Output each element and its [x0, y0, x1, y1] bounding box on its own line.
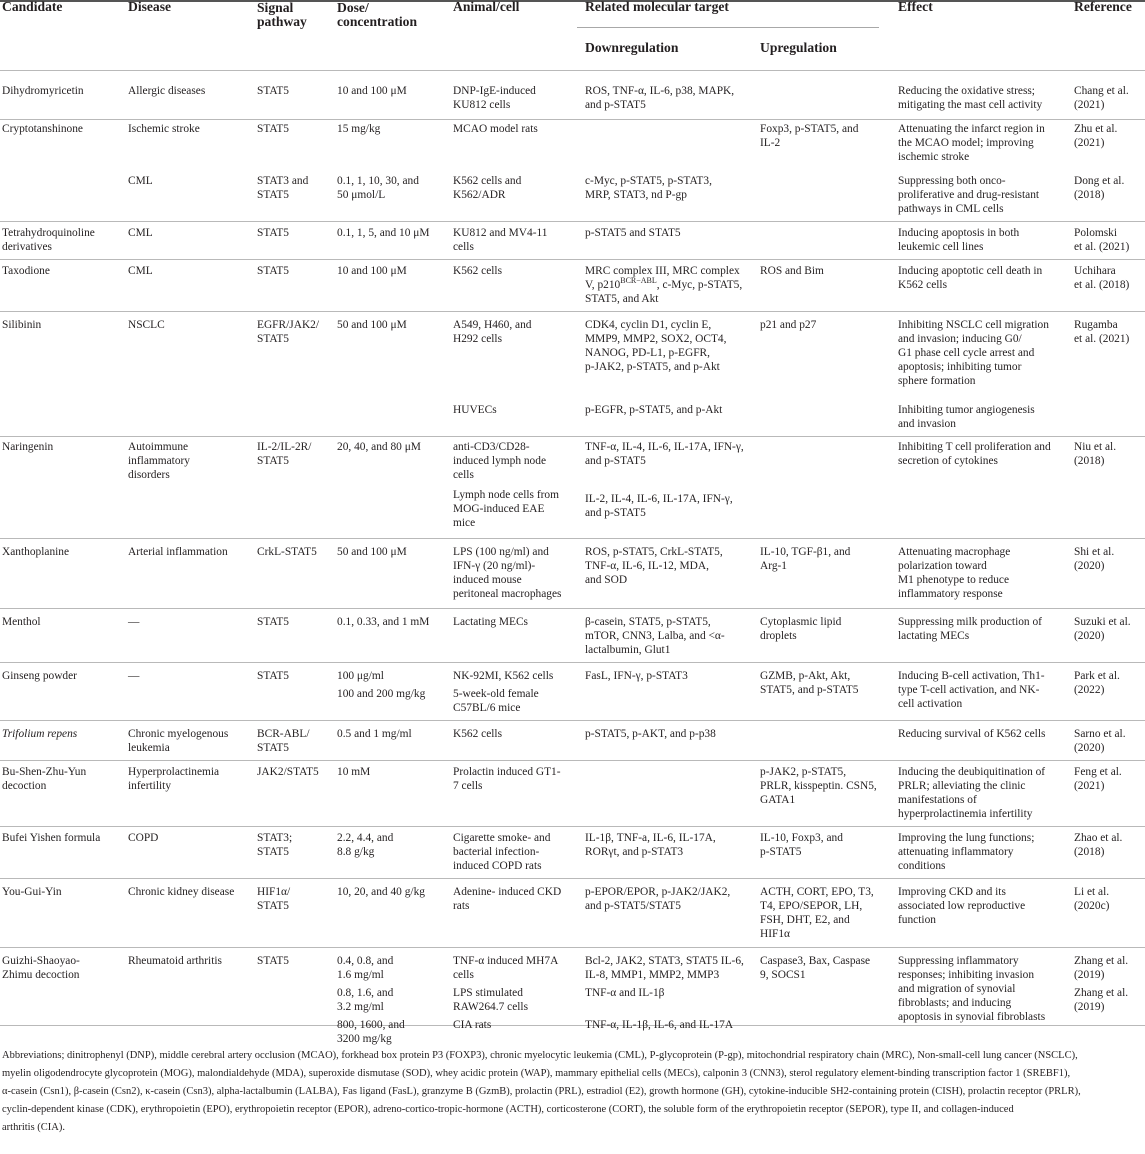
cell-signal: STAT5 [257, 85, 289, 97]
cell-up: GZMB, p-Akt, Akt, [760, 670, 851, 682]
cell-candidate: Menthol [2, 616, 41, 628]
cell-disease: Arterial inflammation [128, 546, 228, 558]
cell-reference: (2021) [1074, 137, 1105, 149]
header-dose-1: Dose/ [337, 0, 369, 15]
cell-reference: Feng et al. [1074, 766, 1122, 778]
cell-down: CDK4, cyclin D1, cyclin E, [585, 319, 712, 331]
row-divider [0, 662, 1145, 663]
row-divider [0, 538, 1145, 539]
cell-candidate: Xanthoplanine [2, 546, 70, 558]
cell-animal: anti-CD3/CD28- [453, 441, 530, 453]
cell-down: lactalbumin, Glut1 [585, 644, 671, 656]
cell-reference: (2021) [1074, 99, 1105, 111]
cell-disease: Chronic myelogenous [128, 728, 229, 740]
cell-signal: STAT5 [257, 189, 289, 201]
row-divider [0, 221, 1145, 222]
cell-effect: M1 phenotype to reduce [898, 574, 1010, 586]
cell-effect: Reducing survival of K562 cells [898, 728, 1046, 740]
cell-animal: Cigarette smoke- and [453, 832, 551, 844]
cell-down: NANOG, PD-L1, p-EGFR, [585, 347, 710, 359]
cell-down: IL-1β, TNF-a, IL-6, IL-17A, [585, 832, 716, 844]
cell-disease: Ischemic stroke [128, 123, 200, 135]
cell-down: TNF-α, IL-6, IL-12, MDA, [585, 560, 709, 572]
cell-dose: 20, 40, and 80 μM [337, 441, 421, 453]
cell-effect: sphere formation [898, 375, 976, 387]
cell-animal: cells [453, 469, 474, 481]
cell-effect: K562 cells [898, 279, 948, 291]
cell-animal: K562/ADR [453, 189, 506, 201]
cell-animal: cells [453, 969, 474, 981]
cell-effect: and invasion; inducing G0/ [898, 333, 1022, 345]
cell-animal: Prolactin induced GT1- [453, 766, 561, 778]
cell-dose: 800, 1600, and [337, 1019, 405, 1031]
cell-animal: Adenine- induced CKD [453, 886, 562, 898]
cell-dose: 0.1, 1, 10, 30, and [337, 175, 419, 187]
cell-up: ACTH, CORT, EPO, T3, [760, 886, 874, 898]
row-divider [0, 878, 1145, 879]
cell-candidate: decoction [2, 780, 47, 792]
cell-effect: Inhibiting NSCLC cell migration [898, 319, 1049, 331]
cell-effect: and invasion [898, 418, 956, 430]
cell-down: and p-STAT5/STAT5 [585, 900, 681, 912]
cell-reference: Dong et al. [1074, 175, 1125, 187]
cell-effect: Inducing B-cell activation, Th1- [898, 670, 1045, 682]
row-divider [0, 119, 1145, 120]
header-signal-2: pathway [257, 14, 307, 29]
cell-signal: STAT5 [257, 742, 289, 754]
cell-reference: Zhao et al. [1074, 832, 1123, 844]
cell-up: p-STAT5 [760, 846, 802, 858]
row-divider [0, 947, 1145, 948]
cell-up: IL-10, Foxp3, and [760, 832, 843, 844]
cell-animal: MOG-induced EAE [453, 503, 545, 515]
cell-effect: mitigating the mast cell activity [898, 99, 1043, 111]
cell-effect: inflammatory response [898, 588, 1003, 600]
cell-candidate: Tetrahydroquinoline [2, 227, 95, 239]
cell-reference: (2020c) [1074, 900, 1110, 912]
cell-dose: 8.8 g/kg [337, 846, 375, 858]
cell-dose: 50 μmol/L [337, 189, 386, 201]
cell-reference: Zhu et al. [1074, 123, 1118, 135]
cell-effect: Reducing the oxidative stress; [898, 85, 1035, 97]
cell-down: TNF-α, IL-1β, IL-6, and IL-17A [585, 1019, 734, 1031]
footnote-line: myelin oligodendrocyte glycoprotein (MOG), malondialdehyde (MDA), superoxide dismutase (SOD), whey acidic protein (WAP), mammary epithelial cells (MECs), calponin 3 (CNN3), sterol regulatory element-binding transcription factor 1 (SREBF1), [2, 1068, 1071, 1079]
cell-signal: IL-2/IL-2R/ [257, 441, 312, 453]
cell-disease: — [128, 670, 140, 682]
cell-effect: Inhibiting T cell proliferation and [898, 441, 1051, 453]
cell-effect: leukemic cell lines [898, 241, 984, 253]
cell-dose: 10 mM [337, 766, 371, 778]
table-bottom-rule [0, 1025, 1145, 1026]
cell-down: and SOD [585, 574, 628, 586]
cell-reference: (2018) [1074, 189, 1105, 201]
cell-down: TNF-α and IL-1β [585, 987, 665, 999]
cell-animal: rats [453, 900, 470, 912]
cell-dose: 3200 mg/kg [337, 1033, 392, 1045]
cell-dose: 0.1, 1, 5, and 10 μM [337, 227, 430, 239]
cell-dose: 100 and 200 mg/kg [337, 688, 426, 700]
cell-down: IL-2, IL-4, IL-6, IL-17A, IFN-γ, [585, 493, 733, 505]
cell-up: T4, EPO/SEPOR, LH, [760, 900, 863, 912]
cell-dose: 0.8, 1.6, and [337, 987, 394, 999]
cell-reference: Park et al. [1074, 670, 1120, 682]
cell-reference: (2020) [1074, 742, 1105, 754]
cell-animal: bacterial infection- [453, 846, 540, 858]
cell-down: p-STAT5 and STAT5 [585, 227, 681, 239]
cell-effect: apoptosis; inhibiting tumor [898, 361, 1022, 373]
cell-animal: HUVECs [453, 404, 497, 416]
cell-dose: 0.5 and 1 mg/ml [337, 728, 412, 740]
cell-dose: 15 mg/kg [337, 123, 381, 135]
cell-signal: CrkL-STAT5 [257, 546, 317, 558]
cell-animal: Lactating MECs [453, 616, 528, 628]
cell-effect: polarization toward [898, 560, 987, 572]
cell-signal: STAT5 [257, 955, 289, 967]
cell-candidate: Guizhi-Shaoyao- [2, 955, 80, 967]
cell-animal: MCAO model rats [453, 123, 538, 135]
cell-effect: pathways in CML cells [898, 203, 1004, 215]
target-subheader-rule [577, 27, 879, 28]
cell-up: p21 and p27 [760, 319, 817, 331]
cell-down: MRC complex III, MRC complex [585, 265, 740, 277]
cell-effect: hyperprolactinemia infertility [898, 808, 1033, 820]
row-divider [0, 760, 1145, 761]
cell-effect: Inhibiting tumor angiogenesis [898, 404, 1035, 416]
cell-disease: disorders [128, 469, 170, 481]
cell-dose: 3.2 mg/ml [337, 1001, 384, 1013]
header-molecular-target: Related molecular target [585, 0, 729, 14]
cell-up: PRLR, kisspeptin. CSN5, [760, 780, 877, 792]
cell-down: Bcl-2, JAK2, STAT3, STAT5 IL-6, [585, 955, 744, 967]
cell-reference: Zhang et al. [1074, 955, 1129, 967]
cell-animal: A549, H460, and [453, 319, 532, 331]
cell-disease: Chronic kidney disease [128, 886, 235, 898]
cell-down: c-Myc, p-STAT5, p-STAT3, [585, 175, 712, 187]
cell-up: Caspase3, Bax, Caspase [760, 955, 871, 967]
cell-up: STAT5, and p-STAT5 [760, 684, 859, 696]
cell-reference: Zhang et al. [1074, 987, 1129, 999]
cell-down: FasL, IFN-γ, p-STAT3 [585, 670, 688, 682]
cell-effect: associated low reproductive [898, 900, 1026, 912]
cell-animal: mice [453, 517, 476, 529]
cell-reference: Polomski [1074, 227, 1118, 239]
cell-down: IL-8, MMP1, MMP2, MMP3 [585, 969, 720, 981]
cell-disease: inflammatory [128, 455, 190, 467]
cell-signal: JAK2/STAT5 [257, 766, 319, 778]
cell-reference: (2018) [1074, 455, 1105, 467]
cell-down: MMP9, MMP2, SOX2, OCT4, [585, 333, 727, 345]
cell-dose: 0.4, 0.8, and [337, 955, 394, 967]
cell-disease: infertility [128, 780, 172, 792]
cell-dose: 10, 20, and 40 g/kg [337, 886, 425, 898]
cell-effect: responses; inhibiting invasion [898, 969, 1035, 981]
cell-animal: induced lymph node [453, 455, 547, 467]
cell-down: and p-STAT5 [585, 455, 646, 467]
cell-reference: Uchihara [1074, 265, 1116, 277]
cell-dose: 50 and 100 μM [337, 319, 407, 331]
cell-signal: BCR-ABL/ [257, 728, 310, 740]
cell-up: ROS and Bim [760, 265, 824, 277]
cell-disease: Autoimmune [128, 441, 189, 453]
cell-reference: Li et al. [1074, 886, 1110, 898]
cell-animal: LPS stimulated [453, 987, 523, 999]
cell-effect: ischemic stroke [898, 151, 970, 163]
cell-effect: manifestations of [898, 794, 977, 806]
cell-candidate: Zhimu decoction [2, 969, 80, 981]
cell-candidate: derivatives [2, 241, 52, 253]
cell-disease: Allergic diseases [128, 85, 206, 97]
cell-disease: NSCLC [128, 319, 165, 331]
cell-down: STAT5, and Akt [585, 293, 659, 305]
cell-down: TNF-α, IL-4, IL-6, IL-17A, IFN-γ, [585, 441, 744, 453]
cell-down: p-STAT5, p-AKT, and p-p38 [585, 728, 716, 740]
cell-down: ROS, TNF-α, IL-6, p38, MAPK, [585, 85, 735, 97]
cell-reference: (2020) [1074, 560, 1105, 572]
cell-signal: STAT5 [257, 333, 289, 345]
header-signal-1: Signal [257, 0, 294, 15]
cell-candidate: Ginseng powder [2, 670, 77, 682]
cell-effect: apoptosis in synovial fibroblasts [898, 1011, 1046, 1023]
cell-signal: STAT3 and [257, 175, 309, 187]
header-dose-2: concentration [337, 14, 418, 29]
cell-effect: Inducing apoptotic cell death in [898, 265, 1043, 277]
cell-up: FSH, DHT, E2, and [760, 914, 850, 926]
cell-effect: PRLR; alleviating the clinic [898, 780, 1026, 792]
cell-signal: HIF1α/ [257, 886, 291, 898]
cell-down: ROS, p-STAT5, CrkL-STAT5, [585, 546, 723, 558]
cell-animal: CIA rats [453, 1019, 492, 1031]
row-divider [0, 720, 1145, 721]
cell-reference: (2020) [1074, 630, 1105, 642]
cell-dose: 10 and 100 μM [337, 85, 407, 97]
cell-candidate: Bu-Shen-Zhu-Yun [2, 766, 87, 778]
cell-effect: proliferative and drug-resistant [898, 189, 1040, 201]
cell-reference: Shi et al. [1074, 546, 1115, 558]
cell-animal: Lymph node cells from [453, 489, 559, 501]
cell-down: p-EGFR, p-STAT5, and p-Akt [585, 404, 723, 416]
cell-animal: KU812 and MV4-11 [453, 227, 548, 239]
cell-animal: 5-week-old female [453, 688, 539, 700]
cell-animal: C57BL/6 mice [453, 702, 521, 714]
cell-up: GATA1 [760, 794, 796, 806]
cell-reference: (2019) [1074, 969, 1105, 981]
cell-signal: STAT3; [257, 832, 293, 844]
cell-animal: IFN-γ (20 ng/ml)- [453, 560, 536, 572]
cell-signal: STAT5 [257, 455, 289, 467]
cell-up: Arg-1 [760, 560, 787, 572]
cell-down: V, $p210^{BCR-ABL}$, c-Myc, p-STAT5, [585, 276, 743, 291]
cell-signal: STAT5 [257, 670, 289, 682]
cell-dose: 1.6 mg/ml [337, 969, 384, 981]
cell-down: MRP, STAT3, nd P-gp [585, 189, 687, 201]
cell-effect: Attenuating the infarct region in [898, 123, 1045, 135]
cell-signal: STAT5 [257, 227, 289, 239]
cell-reference: Sarno et al. [1074, 728, 1126, 740]
cell-effect: Inducing apoptosis in both [898, 227, 1020, 239]
cell-candidate: Bufei Yishen formula [2, 832, 101, 844]
cell-animal: peritoneal macrophages [453, 588, 562, 600]
cell-effect: the MCAO model; improving [898, 137, 1034, 149]
cell-effect: type T-cell activation, and NK- [898, 684, 1040, 696]
cell-effect: secretion of cytokines [898, 455, 998, 467]
cell-reference: Chang et al. [1074, 85, 1129, 97]
footnote-line: arthritis (CIA). [2, 1122, 65, 1133]
cell-effect: attenuating inflammatory [898, 846, 1014, 858]
cell-signal: STAT5 [257, 616, 289, 628]
cell-animal: RAW264.7 cells [453, 1001, 529, 1013]
cell-effect: Suppressing milk production of [898, 616, 1042, 628]
cell-candidate: Taxodione [2, 265, 50, 277]
cell-signal: STAT5 [257, 123, 289, 135]
cell-candidate: Silibinin [2, 319, 42, 331]
cell-candidate: You-Gui-Yin [2, 886, 62, 898]
header-bottom-rule [0, 70, 1145, 71]
cell-disease: COPD [128, 832, 159, 844]
cell-animal: K562 cells [453, 728, 503, 740]
row-divider [0, 608, 1145, 609]
cell-effect: function [898, 914, 936, 926]
cell-reference: (2021) [1074, 780, 1105, 792]
cell-effect: Attenuating macrophage [898, 546, 1011, 558]
cell-reference: (2022) [1074, 684, 1105, 696]
cell-effect: Improving the lung functions; [898, 832, 1035, 844]
cell-candidate: Cryptotanshinone [2, 123, 83, 135]
footnote-line: α-casein (Csn1), β-casein (Csn2), κ-casein (Csn3), alpha-lactalbumin (LALBA), Fas ligand (FasL), granzyme B (GzmB), prolactin (PRL), estradiol (E2), growth hormone (GH), cytokine-inducible SH2-containing protein (CISH), prolactin receptor (PRLR), [2, 1086, 1081, 1097]
row-divider [0, 259, 1145, 260]
header-effect: Effect [898, 0, 933, 14]
cell-animal: K562 cells [453, 265, 503, 277]
cell-disease: — [128, 616, 140, 628]
cell-signal: STAT5 [257, 265, 289, 277]
cell-effect: conditions [898, 860, 946, 872]
cell-dose: 50 and 100 μM [337, 546, 407, 558]
cell-effect: Improving CKD and its [898, 886, 1006, 898]
cell-effect: cell activation [898, 698, 963, 710]
row-divider [0, 311, 1145, 312]
cell-animal: LPS (100 ng/ml) and [453, 546, 549, 558]
cell-animal: 7 cells [453, 780, 483, 792]
cell-up: HIF1α [760, 928, 791, 940]
cell-disease: Hyperprolactinemia [128, 766, 220, 778]
cell-up: IL-10, TGF-β1, and [760, 546, 851, 558]
cell-up: p-JAK2, p-STAT5, [760, 766, 847, 778]
cell-reference: Rugamba [1074, 319, 1118, 331]
cell-signal: STAT5 [257, 900, 289, 912]
cell-reference: Suzuki et al. [1074, 616, 1131, 628]
header-disease: Disease [128, 0, 172, 14]
cell-candidate: Naringenin [2, 441, 54, 453]
cell-disease: CML [128, 227, 153, 239]
cell-animal: H292 cells [453, 333, 503, 345]
cell-reference: et al. (2021) [1074, 333, 1130, 345]
cell-down: p-EPOR/EPOR, p-JAK2/JAK2, [585, 886, 731, 898]
cell-animal: KU812 cells [453, 99, 511, 111]
cell-disease: leukemia [128, 742, 170, 754]
cell-up: IL-2 [760, 137, 781, 149]
footnote-line: Abbreviations; dinitrophenyl (DNP), middle cerebral artery occlusion (MCAO), forkhead box protein P3 (FOXP3), chronic myelocytic leukemia (CML), P-glycoprotein (P-gp), mitochondrial respiratory chain (MRC), Non-small-cell lung cancer (NSCLC), [2, 1050, 1078, 1061]
cell-up: 9, SOCS1 [760, 969, 806, 981]
table-top-rule [0, 0, 1145, 2]
header-reference: Reference [1074, 0, 1132, 14]
cell-signal: STAT5 [257, 846, 289, 858]
cell-dose: 2.2, 4.4, and [337, 832, 394, 844]
cell-animal: TNF-α induced MH7A [453, 955, 559, 967]
cell-reference: et al. (2021) [1074, 241, 1130, 253]
cell-reference: (2018) [1074, 846, 1105, 858]
cell-reference: (2019) [1074, 1001, 1105, 1013]
cell-down: and p-STAT5 [585, 507, 646, 519]
cell-dose: 100 μg/ml [337, 670, 384, 682]
cell-disease: CML [128, 175, 153, 187]
row-divider [0, 436, 1145, 437]
cell-animal: K562 cells and [453, 175, 522, 187]
cell-effect: and migration of synovial [898, 983, 1016, 995]
cell-effect: Suppressing both onco- [898, 175, 1006, 187]
header-downregulation: Downregulation [585, 40, 679, 55]
header-upregulation: Upregulation [760, 40, 837, 55]
footnote-line: cyclin-dependent kinase (CDK), erythropoietin (EPO), erythropoietin receptor (EPOR), adreno-cortico-tropic-hormone (ACTH), corticosterone (CORT), the soluble form of the erythropoietin receptor (SEPOR), type II, and collagen-induced [2, 1104, 1014, 1115]
cell-effect: Inducing the deubiquitination of [898, 766, 1046, 778]
cell-down: RORγt, and p-STAT3 [585, 846, 684, 858]
cell-signal: EGFR/JAK2/ [257, 319, 320, 331]
cell-animal: induced mouse [453, 574, 522, 586]
cell-animal: cells [453, 241, 474, 253]
header-animal-cell: Animal/cell [453, 0, 520, 14]
cell-down: p-JAK2, p-STAT5, and p-Akt [585, 361, 720, 373]
cell-animal: DNP-IgE-induced [453, 85, 536, 97]
cell-effect: Suppressing inflammatory [898, 955, 1019, 967]
cell-disease: CML [128, 265, 153, 277]
row-divider [0, 826, 1145, 827]
cell-animal: NK-92MI, K562 cells [453, 670, 554, 682]
cell-down: mTOR, CNN3, Lalba, and <α- [585, 630, 725, 642]
cell-down: and p-STAT5 [585, 99, 646, 111]
cell-animal: induced COPD rats [453, 860, 542, 872]
cell-effect: G1 phase cell cycle arrest and [898, 347, 1035, 359]
cell-down: β-casein, STAT5, p-STAT5, [585, 616, 711, 628]
cell-up: Cytoplasmic lipid [760, 616, 842, 628]
cell-candidate: Trifolium repens [2, 728, 78, 740]
cell-disease: Rheumatoid arthritis [128, 955, 222, 967]
cell-dose: 0.1, 0.33, and 1 mM [337, 616, 430, 628]
cell-dose: 10 and 100 μM [337, 265, 407, 277]
cell-candidate: Dihydromyricetin [2, 85, 84, 97]
cell-reference: et al. (2018) [1074, 279, 1130, 291]
cell-effect: fibroblasts; and inducing [898, 997, 1012, 1009]
cell-reference: Niu et al. [1074, 441, 1117, 453]
header-candidate: Candidate [2, 0, 63, 14]
cell-up: Foxp3, p-STAT5, and [760, 123, 859, 135]
cell-up: droplets [760, 630, 797, 642]
cell-effect: lactating MECs [898, 630, 970, 642]
